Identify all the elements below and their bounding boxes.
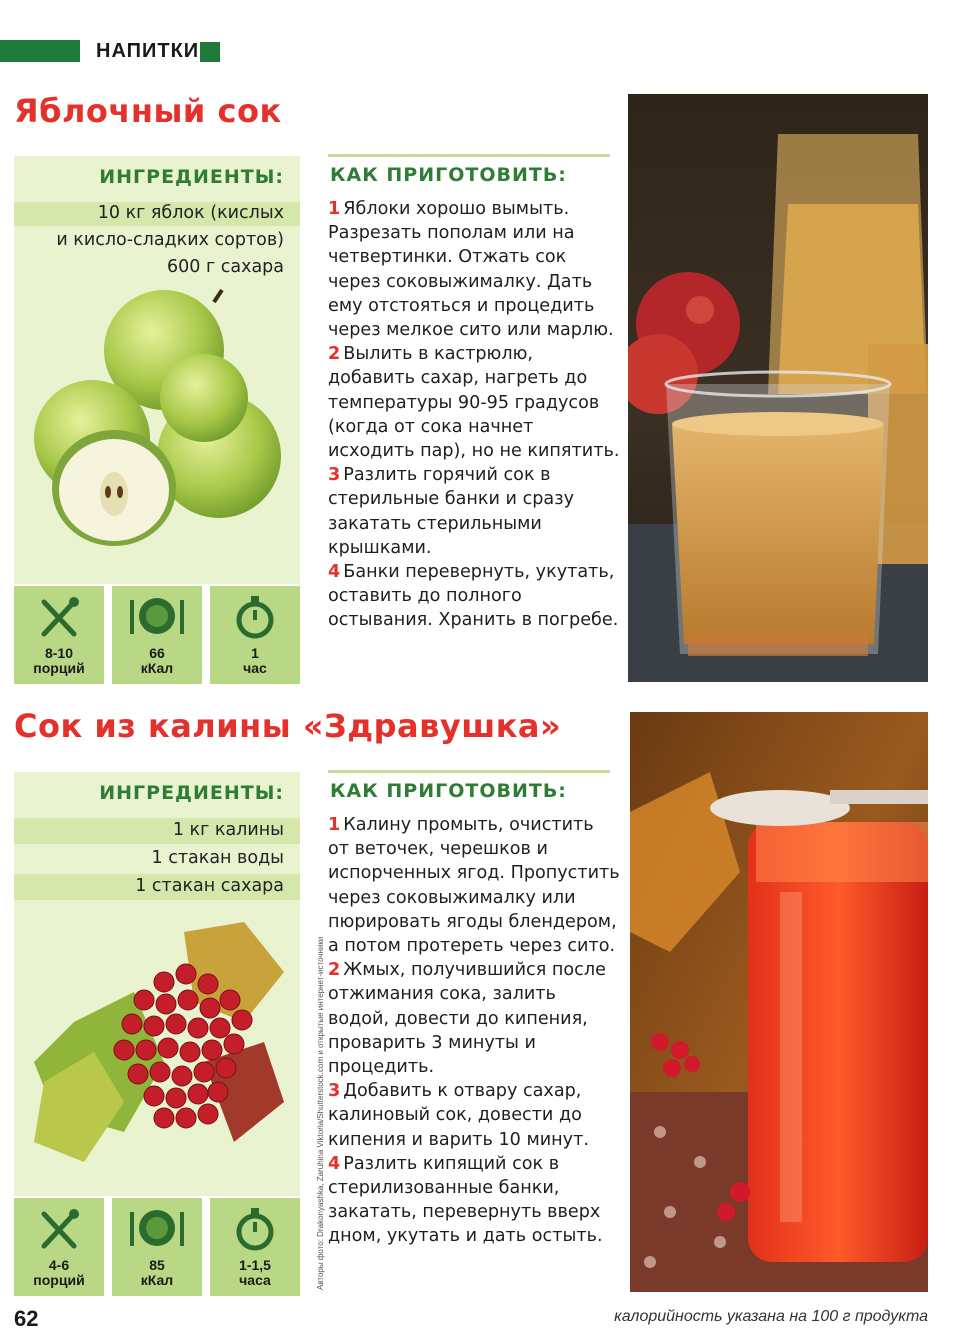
viburnum-illustration xyxy=(14,912,300,1182)
ingredients-panel xyxy=(14,772,300,1196)
recipe-stats xyxy=(14,586,300,684)
recipe-title: Сок из калины «Здравушка» xyxy=(14,707,562,745)
ingredient-item: 10 кг яблок (кислых xyxy=(97,203,284,223)
step: 3 Разлить горячий сок в стерильные банки и сразу закатать стерильными крышками. xyxy=(328,465,574,558)
section-bar xyxy=(0,40,80,62)
stat-servings xyxy=(14,1198,104,1296)
ingredient-item: 1 стакан воды xyxy=(151,848,284,868)
apples-illustration xyxy=(14,288,300,578)
step: 2 Жмых, получившийся после отжимания сока, залить водой, довести до кипения, проварить 3 минуты и процедить. xyxy=(328,960,606,1078)
ingredients-panel xyxy=(14,156,300,584)
step: 2 Вылить в кастрюлю, добавить сахар, нагреть до температуры 90-95 градусов (когда от сока начнет исходить пар), но не кипятить. xyxy=(328,344,620,462)
stat-unit: кКал xyxy=(140,1272,174,1288)
viburnum-juice-photo xyxy=(630,712,928,1292)
ingredient-item: и кисло-сладких сортов) xyxy=(56,230,284,250)
ingredients-list xyxy=(135,816,284,900)
step: 4 Разлить кипящий сок в стерилизованные банки, закатать, перевернуть вверх дном, укутать и дать остыть. xyxy=(328,1153,603,1247)
divider xyxy=(328,154,610,157)
section-label: НАПИТКИ xyxy=(96,40,200,62)
section-marker xyxy=(200,42,220,62)
page-number: 62 xyxy=(14,1306,39,1331)
ingredients-heading: ИНГРЕДИЕНТЫ: xyxy=(99,782,284,804)
ingredients-heading: ИНГРЕДИЕНТЫ: xyxy=(99,166,284,188)
step: 1 Яблоки хорошо вымыть. Разрезать пополам или на четвертинки. Отжать сок через соковыжималку. Дать ему отстояться и процедить через мелкое сито или марлю. xyxy=(328,199,614,341)
stat-servings xyxy=(14,586,104,684)
stat-value: 1 xyxy=(251,645,259,661)
stat-unit: час xyxy=(243,660,267,676)
steps-list xyxy=(328,813,620,1249)
stopwatch-icon xyxy=(232,1206,278,1252)
plate-icon xyxy=(126,1206,188,1252)
stat-calories xyxy=(112,1198,202,1296)
steps-list xyxy=(328,197,620,633)
apple-juice-photo xyxy=(628,94,928,682)
divider xyxy=(328,770,610,773)
plate-icon xyxy=(126,594,188,640)
stat-value: 1-1,5 xyxy=(239,1257,271,1273)
stat-value: 85 xyxy=(149,1257,165,1273)
step: 4 Банки перевернуть, укутать, оставить до полного остывания. Хранить в погребе. xyxy=(328,562,619,631)
stat-unit: порций xyxy=(33,660,85,676)
stat-value: 66 xyxy=(149,645,165,661)
ingredient-item: 600 г сахара xyxy=(167,257,284,277)
how-to-heading: КАК ПРИГОТОВИТЬ: xyxy=(330,780,567,802)
ingredient-item: 1 кг калины xyxy=(172,820,284,840)
stat-value: 8-10 xyxy=(44,645,74,661)
stat-unit: часа xyxy=(239,1272,271,1288)
ingredients-list xyxy=(56,200,284,281)
stat-calories xyxy=(112,586,202,684)
recipe-stats xyxy=(14,1198,300,1296)
stat-value: 4-6 xyxy=(48,1257,70,1273)
ingredient-item: 1 стакан сахара xyxy=(135,876,284,896)
photo-credit: Авторы фото: Drakonyashka, Zaruhina Viktoria/Shutterstock.com и открытые интернет-источники xyxy=(316,936,325,1290)
calorie-footnote: калорийность указана на 100 г продукта xyxy=(614,1308,928,1325)
step: 3 Добавить к отвару сахар, калиновый сок, довести до кипения и варить 10 минут. xyxy=(328,1081,589,1150)
stopwatch-icon xyxy=(232,594,278,640)
fork-knife-icon xyxy=(36,594,82,640)
step: 1 Калину промыть, очистить от веточек, черешков и испорченных ягод. Пропустить через соковыжималку или пюрировать ягоды блендером, а потом протереть через сито. xyxy=(328,815,620,957)
recipe-title: Яблочный сок xyxy=(14,92,282,130)
how-to-heading: КАК ПРИГОТОВИТЬ: xyxy=(330,164,567,186)
fork-knife-icon xyxy=(36,1206,82,1252)
stat-unit: порций xyxy=(33,1272,85,1288)
stat-time xyxy=(210,1198,300,1296)
stat-time xyxy=(210,586,300,684)
stat-unit: кКал xyxy=(140,660,174,676)
